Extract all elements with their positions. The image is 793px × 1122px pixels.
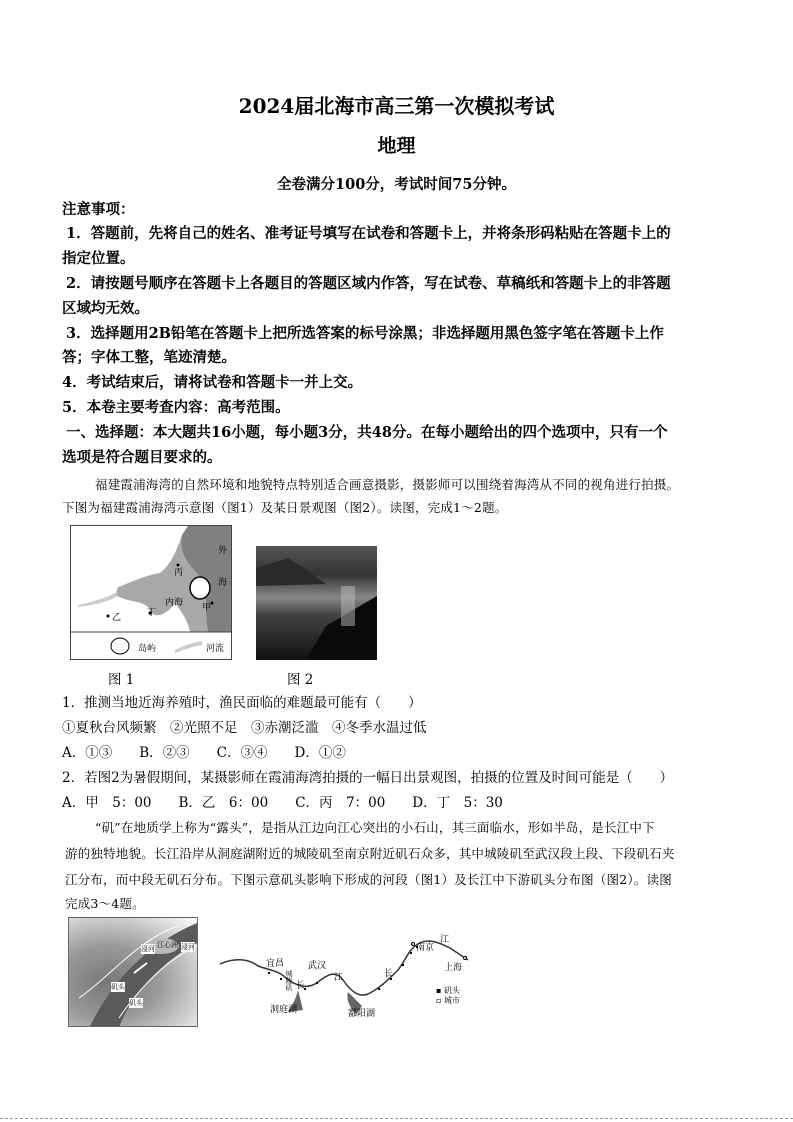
map-label: 丙 — [174, 568, 184, 578]
map-label: 江 — [334, 973, 344, 983]
map-label: 矶头 — [111, 983, 125, 991]
notice-line: 3．选择题用2B铅笔在答题卡上把所选答案的标号涂黑；非选择题用黑色签字笔在答题卡上作 — [66, 325, 664, 342]
legend-city: ▫ 城市 — [436, 996, 460, 1005]
notice-line: 指定位置。 — [62, 250, 135, 267]
map-label: 长 — [296, 981, 306, 991]
passage-line: 游的独特地貌。长江沿岸从洞庭湖附近的城陵矶至南京附近矶石众多，其中城陵矶至武汉段上段、下段矶石夹 — [65, 846, 675, 861]
passage-line: “矶”在地质学上称为“露头”，是指从江边向江心突出的小石山，其三面临水，形如半岛，是长江中下 — [95, 820, 655, 835]
question-1-options: A．①③ B．②③ C．③④ D．①② — [62, 745, 346, 761]
notice-line: 5．本卷主要考查内容：高考范围。 — [62, 399, 290, 416]
map-label: 武汉 — [308, 961, 327, 971]
legend-rock: ▪ 矶头 — [436, 986, 460, 995]
legend-river: 河流 — [206, 644, 225, 654]
map-label: 鄱阳湖 — [348, 1009, 376, 1019]
map-label: 浸河 — [141, 945, 155, 953]
bay-map-figure — [70, 525, 232, 660]
map-label: 浸河 — [181, 943, 195, 951]
question-2-stem: 2．若图2为暑假期间，某摄影师在霞浦海湾拍摄的一幅日出景观图，拍摄的位置及时间可能是（ ） — [62, 770, 674, 786]
map-label: 外 — [218, 546, 228, 556]
map-label: 内海 — [165, 598, 184, 608]
passage-line: 完成3～4题。 — [65, 896, 145, 911]
legend-island: 岛屿 — [138, 644, 157, 654]
passage-line: 下图为福建霞浦海湾示意图（图1）及某日景观图（图2）。读图，完成1～2题。 — [62, 500, 508, 515]
question-1-stem: 1．推测当地近海养殖时，渔民面临的难题最可能有（ ） — [62, 695, 422, 711]
map-label: 上海 — [444, 963, 463, 973]
map-label: 宜昌 — [266, 959, 285, 969]
notice-heading: 注意事项： — [62, 201, 135, 218]
sunrise-photo — [256, 546, 377, 660]
bay-map — [70, 525, 232, 660]
map-label: 甲 — [202, 603, 212, 613]
section-heading: 选项是符合题目要求的。 — [62, 449, 222, 466]
question-2-options: A．甲 5：00 B．乙 6：00 C．丙 7：00 D．丁 5：30 — [62, 795, 503, 811]
map-label: 江 — [440, 935, 450, 945]
exam-title: 2024届北海市高三第一次模拟考试 — [238, 94, 555, 118]
map-label: 海 — [218, 578, 228, 588]
section-heading: 一、选择题：本大题共16小题，每小题3分，共48分。在每小题给出的四个选项中，只有一个 — [66, 424, 668, 441]
figure-caption: 图 2 — [287, 672, 314, 688]
notice-line: 1．答题前，先将自己的姓名、准考证号填写在试卷和答题卡上，并将条形码粘贴在答题卡上的 — [66, 225, 671, 242]
figure-caption: 图 1 — [108, 672, 135, 688]
map-label: 矶头 — [129, 999, 143, 1007]
question-1-items: ①夏秋台风频繁 ②光照不足 ③赤潮泛滥 ④冬季水温过低 — [62, 720, 427, 736]
mountain-silhouette — [256, 546, 377, 660]
exam-subtitle: 全卷满分100分，考试时间75分钟。 — [277, 176, 516, 193]
subject-title: 地理 — [377, 135, 416, 157]
river-section-figure — [68, 917, 198, 1027]
yangtze-rocks-map — [218, 930, 470, 1020]
map-label: 洞庭湖 — [270, 1005, 298, 1015]
map-label: 南京 — [416, 943, 435, 953]
map-label: 城陵矶 — [285, 970, 293, 991]
notice-line: 区域均无效。 — [62, 300, 149, 317]
page-bottom-divider — [0, 1118, 793, 1119]
notice-line: 2．请按题号顺序在答题卡上各题目的答题区域内作答，写在试卷、草稿纸和答题卡上的非答题 — [66, 275, 671, 292]
map-label: 丁 — [147, 608, 157, 618]
notice-line: 答；字体工整，笔迹清楚。 — [62, 349, 236, 366]
passage-line: 福建霞浦海湾的自然环境和地貌特点特别适合画意摄影，摄影师可以围绕着海湾从不同的视角进行拍摄。 — [95, 477, 680, 492]
river-section-map — [69, 918, 197, 1026]
passage-line: 江分布，而中段无矶石分布。下图示意矶头影响下形成的河段（图1）及长江中下游矶头分布图（图2）。读图 — [65, 872, 672, 887]
map-label: 长 — [384, 969, 394, 979]
map-label: 乙 — [112, 613, 122, 623]
map-label: 江心洲 — [157, 941, 178, 949]
notice-line: 4．考试结束后，请将试卷和答题卡一并上交。 — [62, 374, 363, 391]
